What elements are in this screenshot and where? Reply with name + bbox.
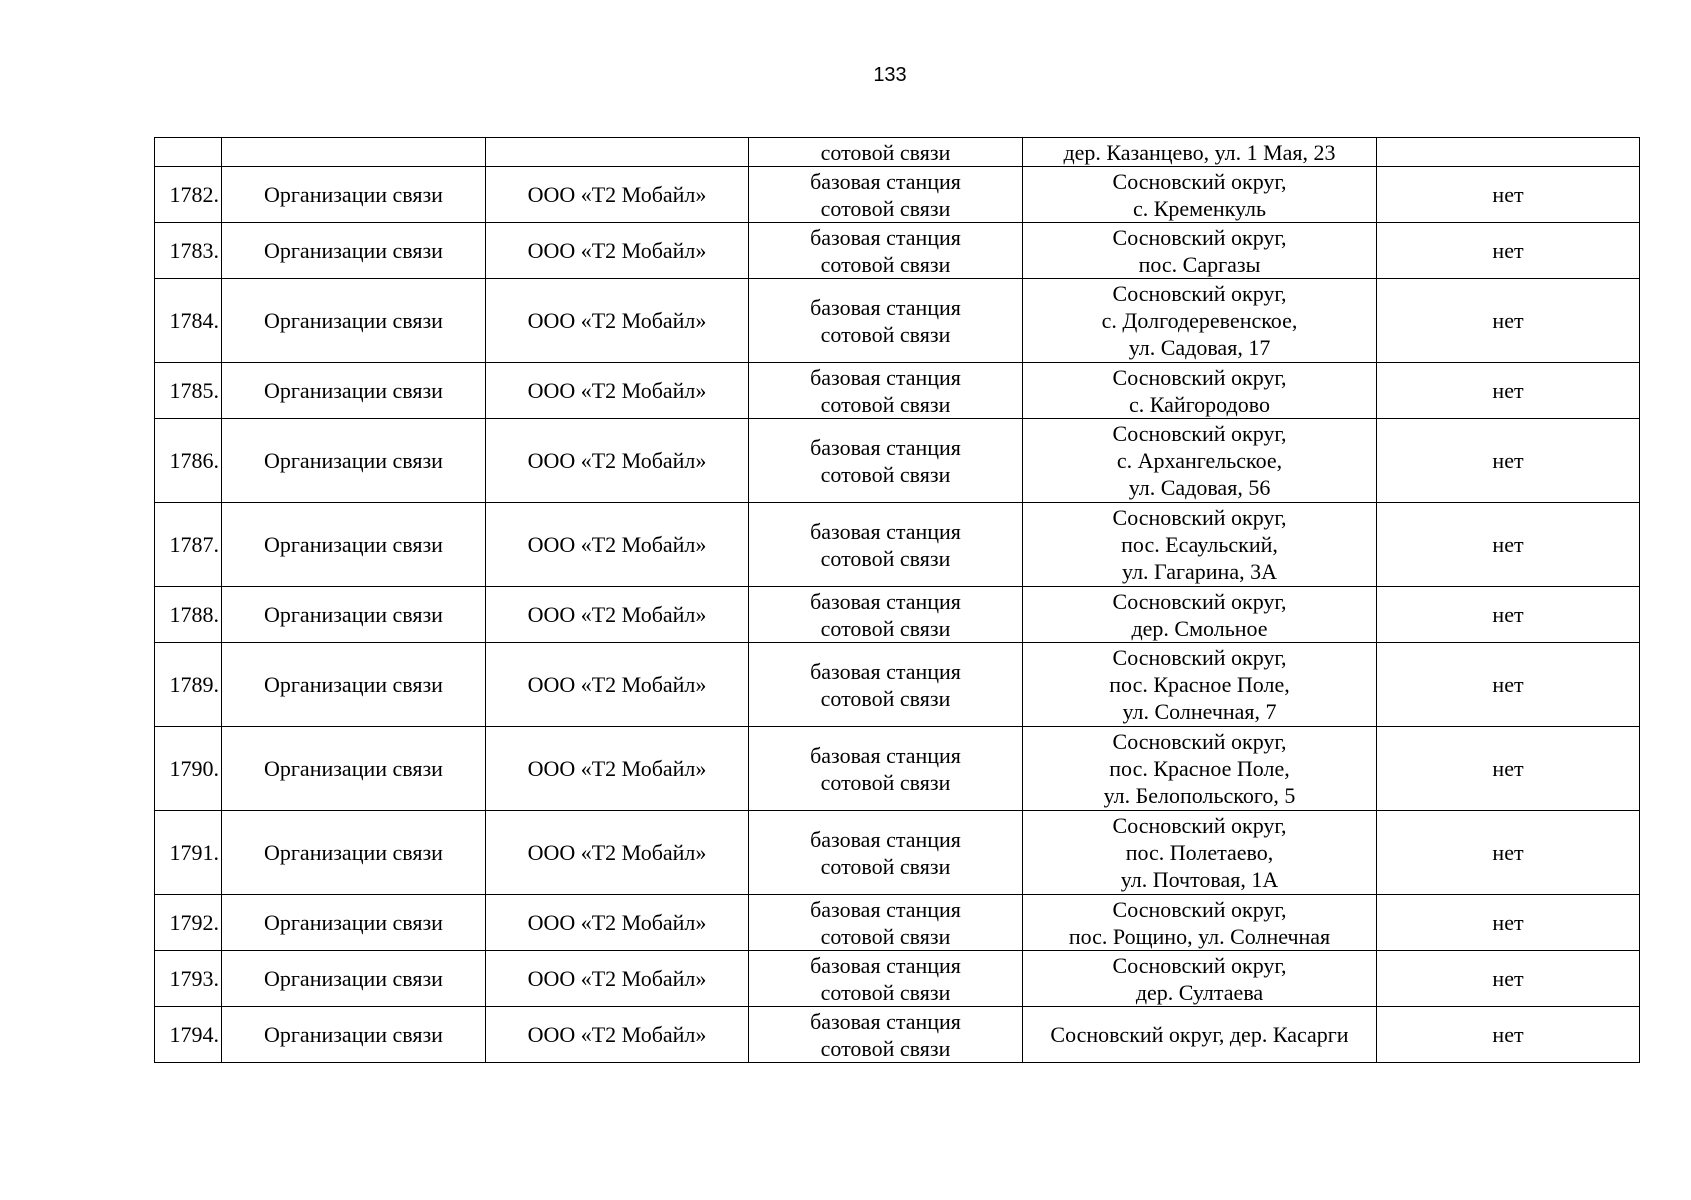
cell-organization: ООО «Т2 Мобайл» (486, 895, 749, 951)
cell-object-type: базовая станция сотовой связи (749, 279, 1023, 363)
cell-status: нет (1377, 503, 1640, 587)
cell-status: нет (1377, 363, 1640, 419)
cell-object-type: базовая станция сотовой связи (749, 503, 1023, 587)
cell-number: 1787. (155, 503, 222, 587)
cell-organization: ООО «Т2 Мобайл» (486, 279, 749, 363)
cell-organization: ООО «Т2 Мобайл» (486, 503, 749, 587)
cell-status: нет (1377, 223, 1640, 279)
table-row (155, 727, 1640, 811)
cell-status: нет (1377, 1007, 1640, 1063)
cell-category: Организации связи (222, 419, 486, 503)
cell-number: 1784. (155, 279, 222, 363)
cell-status: нет (1377, 895, 1640, 951)
cell-number: 1789. (155, 643, 222, 727)
cell-object-type: сотовой связи (749, 138, 1023, 167)
cell-organization: ООО «Т2 Мобайл» (486, 587, 749, 643)
cell-object-type: базовая станция сотовой связи (749, 587, 1023, 643)
cell-organization: ООО «Т2 Мобайл» (486, 419, 749, 503)
cell-object-type: базовая станция сотовой связи (749, 951, 1023, 1007)
table-row (155, 503, 1640, 587)
cell-object-type: базовая станция сотовой связи (749, 1007, 1023, 1063)
registry-table (154, 137, 1640, 1063)
cell-number: 1791. (155, 811, 222, 895)
cell-category: Организации связи (222, 503, 486, 587)
cell-object-type: базовая станция сотовой связи (749, 727, 1023, 811)
cell-object-type: базовая станция сотовой связи (749, 419, 1023, 503)
cell-category: Организации связи (222, 167, 486, 223)
cell-category (222, 138, 486, 167)
table-row (155, 167, 1640, 223)
cell-category: Организации связи (222, 643, 486, 727)
cell-address: Сосновский округ, пос. Красное Поле, ул. Белопольского, 5 (1023, 727, 1377, 811)
table-row (155, 643, 1640, 727)
cell-number: 1790. (155, 727, 222, 811)
cell-category: Организации связи (222, 951, 486, 1007)
cell-number: 1792. (155, 895, 222, 951)
cell-object-type: базовая станция сотовой связи (749, 811, 1023, 895)
table-row (155, 587, 1640, 643)
cell-address: Сосновский округ, дер. Смольное (1023, 587, 1377, 643)
cell-number: 1782. (155, 167, 222, 223)
cell-category: Организации связи (222, 279, 486, 363)
cell-organization: ООО «Т2 Мобайл» (486, 727, 749, 811)
cell-address: Сосновский округ, с. Кременкуль (1023, 167, 1377, 223)
cell-category: Организации связи (222, 727, 486, 811)
cell-organization: ООО «Т2 Мобайл» (486, 951, 749, 1007)
cell-status: нет (1377, 279, 1640, 363)
table-row (155, 279, 1640, 363)
table-row-continuation (155, 138, 1640, 167)
cell-address: Сосновский округ, дер. Касарги (1023, 1007, 1377, 1063)
cell-address: Сосновский округ, с. Долгодеревенское, ул. Садовая, 17 (1023, 279, 1377, 363)
cell-status: нет (1377, 587, 1640, 643)
cell-object-type: базовая станция сотовой связи (749, 167, 1023, 223)
cell-status: нет (1377, 167, 1640, 223)
cell-status: нет (1377, 951, 1640, 1007)
table-row (155, 1007, 1640, 1063)
cell-number: 1788. (155, 587, 222, 643)
cell-status: нет (1377, 419, 1640, 503)
cell-object-type: базовая станция сотовой связи (749, 643, 1023, 727)
cell-organization: ООО «Т2 Мобайл» (486, 363, 749, 419)
cell-status: нет (1377, 727, 1640, 811)
cell-organization: ООО «Т2 Мобайл» (486, 167, 749, 223)
cell-status: нет (1377, 643, 1640, 727)
page-number: 133 (873, 64, 907, 86)
cell-address: дер. Казанцево, ул. 1 Мая, 23 (1023, 138, 1377, 167)
table-row (155, 419, 1640, 503)
cell-category: Организации связи (222, 223, 486, 279)
cell-address: Сосновский округ, с. Архангельское, ул. Садовая, 56 (1023, 419, 1377, 503)
table-row (155, 363, 1640, 419)
cell-status: нет (1377, 811, 1640, 895)
cell-organization (486, 138, 749, 167)
table-row (155, 811, 1640, 895)
cell-number: 1783. (155, 223, 222, 279)
cell-organization: ООО «Т2 Мобайл» (486, 811, 749, 895)
cell-address: Сосновский округ, пос. Полетаево, ул. Почтовая, 1А (1023, 811, 1377, 895)
cell-number: 1793. (155, 951, 222, 1007)
cell-address: Сосновский округ, пос. Рощино, ул. Солнечная (1023, 895, 1377, 951)
cell-category: Организации связи (222, 1007, 486, 1063)
cell-address: Сосновский округ, с. Кайгородово (1023, 363, 1377, 419)
cell-organization: ООО «Т2 Мобайл» (486, 223, 749, 279)
cell-status (1377, 138, 1640, 167)
table-row (155, 223, 1640, 279)
cell-number: 1785. (155, 363, 222, 419)
cell-category: Организации связи (222, 811, 486, 895)
cell-organization: ООО «Т2 Мобайл» (486, 643, 749, 727)
cell-object-type: базовая станция сотовой связи (749, 363, 1023, 419)
cell-object-type: базовая станция сотовой связи (749, 223, 1023, 279)
cell-category: Организации связи (222, 895, 486, 951)
cell-address: Сосновский округ, пос. Есаульский, ул. Гагарина, 3А (1023, 503, 1377, 587)
cell-organization: ООО «Т2 Мобайл» (486, 1007, 749, 1063)
cell-number: 1794. (155, 1007, 222, 1063)
registry-table-body (155, 138, 1640, 1063)
table-row (155, 895, 1640, 951)
cell-category: Организации связи (222, 587, 486, 643)
cell-object-type: базовая станция сотовой связи (749, 895, 1023, 951)
cell-address: Сосновский округ, дер. Султаева (1023, 951, 1377, 1007)
table-row (155, 951, 1640, 1007)
cell-number (155, 138, 222, 167)
cell-number: 1786. (155, 419, 222, 503)
cell-category: Организации связи (222, 363, 486, 419)
cell-address: Сосновский округ, пос. Красное Поле, ул. Солнечная, 7 (1023, 643, 1377, 727)
cell-address: Сосновский округ, пос. Саргазы (1023, 223, 1377, 279)
